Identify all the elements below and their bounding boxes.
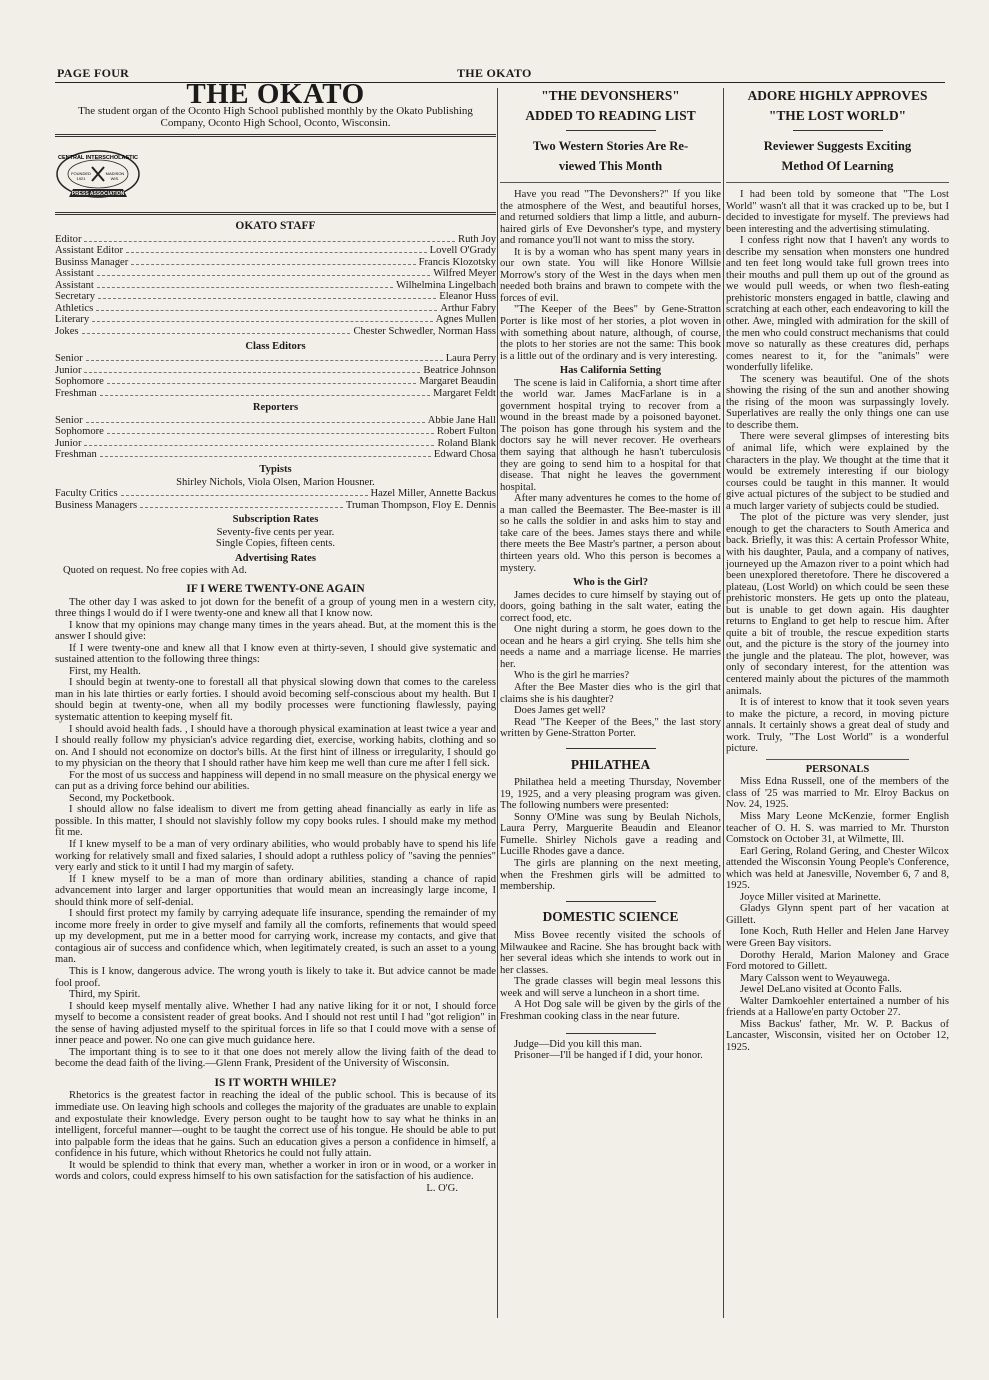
- paragraph: Ione Koch, Ruth Heller and Helen Jane Harvey were Green Bay visitors.: [726, 926, 949, 949]
- paragraph: The scene is laid in California, a short time after the world war. James MacFarlane is in a government hospital trying to recover from a wound in the breast made by a poisoned bayonet. The poison has gone through his system and the doctors say he will never recover. He overhears them saying that although he hasn't tuberculosis they are going to send him to a hospital for that disease. That night he leaves the government hospital.: [500, 377, 721, 493]
- staff-row: [55, 426, 496, 438]
- staff-row: [55, 280, 496, 292]
- lost-world-body: [726, 189, 949, 755]
- leader-dots: [86, 359, 443, 361]
- staff-row: [55, 488, 496, 500]
- paragraph: It would be splendid to think that every man, whether a worker in iron or in wood, or a worker in words and colors, could express himself to his own satisfaction for the satisfaction of his audience.: [55, 1159, 496, 1183]
- paragraph: James decides to cure himself by staying out of doors, going bathing in the salt water, eating the correct food, etc.: [500, 589, 721, 624]
- rule: [566, 1033, 656, 1034]
- class-editors-list: [55, 353, 496, 399]
- paragraph: After many adventures he comes to the home of a man called the Beemaster. The Bee-master is ill so he calls the soldier in and asks him to stay and take care of the bees. James stays there and while there meets the Bee Mastr's partner, a person about thirteen years old. Who this person is becomes a mystery.: [500, 493, 721, 574]
- devonshers-subhead-1: Two Western Stories Are Re-: [532, 139, 689, 153]
- leader-dots: [107, 382, 417, 384]
- paragraph: A Hot Dog sale will be given by the girls of the Freshman cooking class in the near future.: [500, 999, 721, 1022]
- advertising-title: Advertising Rates: [235, 552, 316, 564]
- article-body-worth-while: [55, 1090, 496, 1182]
- rule: [566, 748, 656, 749]
- paragraph: The girls are planning on the next meeting, when the Freshmen girls will be admitted to membership.: [500, 858, 721, 893]
- staff-row: [55, 353, 496, 365]
- staff-role: Assistant: [55, 268, 94, 280]
- staff-row: [55, 388, 496, 400]
- page-number-label: PAGE FOUR: [57, 66, 130, 80]
- paragraph: This is I know, dangerous advice. The wrong youth is likely to take it. But advice cannot be made fool proof.: [55, 966, 496, 989]
- joke-line-2: Prisoner—I'll be hanged if I did, your honor.: [514, 1050, 703, 1062]
- paragraph: Second, my Pocketbook.: [69, 792, 175, 804]
- rule: [55, 134, 496, 137]
- article-body-twenty-one: [55, 597, 496, 1070]
- staff-name: Roland Blank: [437, 437, 496, 449]
- logo-arc-text: CENTRAL INTERSCHOLASTIC: [58, 154, 138, 161]
- column-divider-2: [723, 88, 724, 1318]
- column-3: [726, 86, 949, 1053]
- logo-founded: FOUNDED: [71, 170, 91, 176]
- leader-dots: [86, 421, 425, 423]
- staff-role: Senior: [55, 353, 83, 365]
- paragraph: I know that my opinions may change many times in the years ahead. But, at the moment this is the answer I should give:: [55, 619, 496, 643]
- paragraph: First, my Health.: [69, 665, 141, 677]
- staff-name: Francis Klozotsky: [418, 256, 496, 268]
- paragraph: Philathea held a meeting Thursday, November 19, 1925, and a very pleasing program was given. The following numbers were presented:: [500, 777, 721, 812]
- paragraph: After the Bee Master dies who is the girl that claims she is his daughter?: [500, 681, 721, 705]
- paragraph: Rhetorics is the greatest factor in reaching the ideal of the public school. This is because of its immediate use. On leaving high schools and colleges the majority of the graduates are unable to explain and expostulate their knowledge. Every person ought to be taught how to say what he thinks in an intelligent, forceful manner—ought to be taught the correct use of his tongue. He should be able to put into palpable form the ideas that he gains. Such an education gives a person a confidence in himself, a confidence in his future, which without Rhetorics he could not fully attain.: [55, 1090, 496, 1160]
- staff-name: Abbie Jane Hall: [427, 414, 496, 426]
- article-title-twenty-one: IF I WERE TWENTY-ONE AGAIN: [186, 582, 365, 595]
- leader-dots: [97, 274, 430, 276]
- staff-row: [55, 500, 496, 512]
- paragraph: It is by a woman who has spent many years in our own state. You will like Honore Willsie Morrow's story of the West in the days when men needed both brains and brawn to compete with the forces of evil.: [500, 246, 721, 304]
- paragraph: Joyce Miller visited at Marinette.: [740, 891, 881, 903]
- paragraph: Miss Backus' father, Mr. W. P. Backus of Lancaster, Wisconsin, visited her on October 12, 1925.: [726, 1018, 949, 1053]
- paragraph: Read "The Keeper of the Bees," the last story written by Gene-Stratton Porter.: [500, 716, 721, 740]
- paragraph: "The Keeper of the Bees" by Gene-Stratton Porter is like most of her stories, a plot woven in with something about nature, although, of course, the plots to her stories are not the same: This book is a little out of the ordinary and is very interesting.: [500, 304, 721, 362]
- staff-list: [55, 234, 496, 338]
- staff-row: [55, 268, 496, 280]
- staff-role: Freshman: [55, 449, 97, 461]
- staff-role: Junior: [55, 364, 82, 376]
- article-signature: L. O'G.: [426, 1182, 458, 1194]
- staff-role: Junior: [55, 437, 82, 449]
- paragraph: Jewel DeLano visited at Oconto Falls.: [740, 984, 902, 996]
- staff-role: Secretary: [55, 291, 95, 303]
- philathea-title: PHILATHEA: [570, 756, 651, 772]
- paragraph: I should first protect my family by carrying adequate life insurance, spending the remainder of my income more freely in order to give myself and family all the comforts, refinements that would speed up my development, put me in a better mood for carrying work, increase my contacts, and give that contagious air of success and confidence which, when legitimately created, is such an asset to a young man.: [55, 908, 496, 966]
- paragraph: I should allow no false idealism to divert me from getting ahead financially as early in life as possible. In this matter, I should not slavishly follow my copy books rules. I should make my method fit me.: [55, 804, 496, 839]
- staff-name: Lovell O'Grady: [429, 245, 496, 257]
- paragraph: Gladys Glynn spent part of her vacation at Gillett.: [726, 903, 949, 926]
- staff-row: [55, 326, 496, 338]
- paragraph: The other day I was asked to jot down for the benefit of a group of young men in a western city, three things I would do if I were twenty-one and knew all that I know now.: [55, 596, 496, 620]
- paragraph: If I were twenty-one and knew all that I know even at thirty-seven, I should give systematic and sustained attention to the following three things:: [55, 642, 496, 666]
- paragraph: Earl Gering, Roland Gering, and Chester Wilcox attended the Wisconsin Young People's Conference, which was held at Janesville, November 6, 7 and 8, 1925.: [726, 845, 949, 892]
- logo-wis: WIS.: [110, 175, 120, 181]
- staff-role: Athletics: [55, 302, 94, 314]
- staff-row: [55, 365, 496, 377]
- rule: [500, 182, 721, 183]
- rule: [766, 759, 909, 760]
- paragraph: Walter Damkoehler entertained a number of his friends at a Hallowe'en party October 27.: [726, 995, 949, 1019]
- leader-dots: [121, 494, 368, 496]
- paragraph: Sonny O'Mine was sung by Beulah Nichols, Laura Perry, Marguerite Beaudin and Eleanor Fumelle. Shirley Nichols gave a reading and Lucille Rhodes gave a dance.: [500, 811, 721, 858]
- staff-name: Wilhelmina Lingelbach: [396, 279, 496, 291]
- subscription-title: Subscription Rates: [232, 514, 319, 526]
- paragraph: For the most of us success and happiness will depend in no small measure on the physical energy we can put as a driving force behind our abilities.: [55, 769, 496, 793]
- column-2: [500, 86, 721, 1062]
- staff-role: Freshman: [55, 387, 97, 399]
- leader-dots: [98, 297, 436, 299]
- staff-role: Assistant: [55, 279, 94, 291]
- typists-names: Shirley Nichols, Viola Olsen, Marion Housner.: [176, 476, 375, 488]
- domestic-science-title: DOMESTIC SCIENCE: [542, 908, 679, 924]
- paragraph: Third, my Spirit.: [69, 989, 141, 1001]
- staff-name: Laura Perry: [445, 353, 496, 365]
- staff-name: Eleanor Huss: [439, 291, 496, 303]
- leader-dots: [84, 240, 455, 242]
- subscription-rate-1: Seventy-five cents per year.: [216, 526, 335, 538]
- paragraph: There were several glimpses of interesting bits of animal life, which were explained by the characters in the play. We thought at the time that it would be extremely interesting if our biology courses could be taught in this manner. It would give actual pictures of the subject to be studied and a much larger variety of subjects could be studied.: [726, 431, 949, 512]
- staff-name: Agnes Mullen: [435, 314, 496, 326]
- masthead-description: The student organ of the Oconto High School published monthly by the Okato Publishing Company, Oconto High School, Oconto, Wisconsin.: [78, 104, 473, 130]
- leader-dots: [131, 263, 415, 265]
- paragraph: Does James get well?: [514, 705, 606, 717]
- rule: [793, 130, 883, 131]
- staff-row: [55, 449, 496, 461]
- staff-name: Robert Fulton: [436, 426, 496, 438]
- masthead-title: THE OKATO: [186, 78, 365, 110]
- staff-row: [55, 291, 496, 303]
- lost-world-subhead-2: Method Of Learning: [781, 158, 894, 173]
- leader-dots: [140, 506, 343, 508]
- leader-dots: [100, 455, 431, 457]
- staff-name: Truman Thompson, Floy E. Dennis: [345, 499, 496, 511]
- staff-name: Chester Schwedler, Norman Hass: [353, 326, 496, 338]
- staff-role: Sophomore: [55, 376, 104, 388]
- staff-name: Arthur Fabry: [440, 302, 496, 314]
- staff-row: [55, 257, 496, 269]
- leader-dots: [100, 394, 430, 396]
- leader-dots: [107, 432, 434, 434]
- rule: [726, 182, 949, 183]
- california-subhead: Has California Setting: [559, 365, 662, 377]
- staff-row: [55, 415, 496, 427]
- staff-role: Sophomore: [55, 426, 104, 438]
- staff-name: Beatrice Johnson: [423, 364, 496, 376]
- lost-world-headline-1: ADORE HIGHLY APPROVES: [747, 88, 928, 103]
- rule: [55, 212, 496, 215]
- advertising-rates: Quoted on request. No free copies with Ad.: [63, 565, 247, 577]
- staff-name: Wilfred Meyer: [433, 268, 496, 280]
- logo-year: 1921: [76, 175, 86, 181]
- paragraph: I should keep myself mentally alive. Whether I had any native liking for it or not, I should force myself to become a consistent reader of great books. And I should not rest until I had "got religion" in the sense of having adjusted myself to the spiritual forces in life so that I could move with a sense of inner peace and power. No one can give much guidance here.: [55, 1000, 496, 1047]
- staff-name: Hazel Miller, Annette Backus: [370, 488, 496, 500]
- staff-role: Faculty Critics: [55, 488, 118, 500]
- paragraph: I should begin at twenty-one to forestall all that physical slowing down that comes to the careless man in his late thirties or early forties. I should avoid becoming self-conscious about my health. But I should begin at twenty-one, when all my bodily processes were functioning flawlessly, paying systematic attention to keeping myself fit.: [55, 677, 496, 723]
- paragraph: It is of interest to know that it took seven years to make the picture, a record, in moving picture annals. It certainly shows a great deal of study and work. Truly, "The Lost World" is a wonderful picture.: [726, 697, 949, 755]
- subscription-rate-2: Single Copies, fifteen cents.: [215, 538, 336, 550]
- girl-subhead: Who is the Girl?: [572, 577, 649, 589]
- paragraph: The scenery was beautiful. One of the shots showing the rising of the sun and another showing the rising of the moon was surpassingly lovely. Superlatives are really the only things one can use to describe them.: [726, 373, 949, 431]
- rule: [566, 901, 656, 902]
- column-1: [55, 78, 496, 1194]
- leader-dots: [84, 371, 420, 373]
- staff-role: Assistant Editor: [55, 245, 123, 257]
- staff-row: [55, 303, 496, 315]
- devonshers-subhead-2: viewed This Month: [558, 158, 663, 173]
- leader-dots: [82, 332, 351, 334]
- personals-title: PERSONALS: [805, 763, 870, 775]
- staff-row: [55, 234, 496, 246]
- paragraph: If I knew myself to be a man of more than ordinary abilities, standing a chance of rapid advancement into larger and larger opportunities that would mean an increasingly large income, I should think more of self-denial.: [55, 873, 496, 908]
- devonshers-headline-2: ADDED TO READING LIST: [525, 107, 696, 123]
- paragraph: Miss Edna Russell, one of the members of the class of '25 was married to Mr. Elroy Backus on Nov. 24, 1925.: [726, 776, 949, 811]
- paragraph: The plot of the picture was very slender, just enough to get the characters to South America and back. Briefly, it was this: A certain Professor White, with his daughter, Paula, and a company of natives, journeyed up the Amazon river to a point which had been unexplored theretofore. There he discovered a plateau, (Lost World) on which could be seen these prehistoric monsters. He gets up onto the plateau, but is unable to get down again. His daughter returns to England to get help to rescue him. After quite a bit of trouble, the rescue expedition starts out, and the picture is the story of the journey into the jungle and the plateau. The plot, however, was only of secondary interest, for the attention was centered mainly about the pictures of the mammoth animals.: [726, 512, 949, 697]
- staff-role: Businss Manager: [55, 256, 129, 268]
- reporters-list: [55, 415, 496, 461]
- running-title: THE OKATO: [457, 66, 532, 80]
- staff-role: Jokes: [55, 326, 79, 338]
- paragraph: Have you read "The Devonshers?" If you like the atmosphere of the West, and beautiful horses, and returned soldiers that limp a little, and auburn-haired girls of Eve Devonsher's type, and mystery and romance you'll not want to miss the story.: [500, 189, 721, 247]
- leader-dots: [84, 444, 434, 446]
- paragraph: If I knew myself to be a man of very ordinary abilities, who would probably have to spend his life working for relatively small and fixed salaries, I should adopt a ruthless policy of "saving the pennies" very early and stick to it until I had my margin of safety.: [55, 838, 496, 874]
- staff-name: Margaret Feldt: [432, 387, 496, 399]
- staff-role: Editor: [55, 233, 82, 245]
- press-association-logo: [55, 149, 141, 199]
- devonshers-body: [500, 189, 721, 362]
- staff-role: Business Managers: [55, 499, 138, 511]
- domestic-science-body: [500, 930, 721, 1022]
- staff-row: [55, 376, 496, 388]
- article-title-worth-while: IS IT WORTH WHILE?: [214, 1076, 337, 1089]
- staff-name: Margaret Beaudin: [419, 376, 496, 388]
- class-editors-title: Class Editors: [245, 340, 306, 352]
- staff-row: [55, 314, 496, 326]
- california-body: [500, 378, 721, 574]
- paragraph: Miss Bovee recently visited the schools of Milwaukee and Racine. She has brought back with her several ideas which she intends to work out in her classes.: [500, 930, 721, 976]
- leader-dots: [92, 320, 433, 322]
- logo-madison: MADISON: [105, 170, 125, 176]
- paragraph: One night during a storm, he goes down to the ocean and he hears a girl crying. She tells him she needs a name and a marriage license. He marries her.: [500, 624, 721, 670]
- leader-dots: [97, 286, 393, 288]
- paragraph: Dorothy Herald, Marion Maloney and Grace Ford motored to Gillett.: [726, 949, 949, 973]
- typists-title: Typists: [259, 464, 292, 476]
- leader-dots: [126, 251, 427, 253]
- girl-body: [500, 590, 721, 740]
- leader-dots: [96, 309, 437, 311]
- staff-row: [55, 245, 496, 257]
- paragraph: I confess right now that I haven't any words to describe my sensation when monsters one hundred and ten feet long would take full grown trees into their mouths and pull them up out of the ground as we would pull weeds, or when two flesh-eating prehistoric monsters engaged in battle, clawing and scratching at each other, each endeavoring to kill the other. Awe, mingled with admiration for the skill of the men who could construct mechanisms that could move so naturally as these creatures did, perhaps comes nearest to it, for the "animals" were wonderfully lifelike.: [726, 235, 949, 374]
- paragraph: The grade classes will begin meal lessons this week and will serve a luncheon in a short time.: [500, 976, 721, 999]
- philathea-body: [500, 777, 721, 892]
- reporters-title: Reporters: [252, 402, 299, 414]
- critics-list: [55, 488, 496, 511]
- column-divider-1: [497, 88, 498, 1318]
- paragraph: I should avoid health fads. , I should have a thorough physical examination at least twice a year and I should really follow my physician's advice regarding diet, exercise, working habits, clothing and so on. And I should not economize on doctor's bills. At the first hint of illness or irregularity, I should go to my physician on the theory that I should rather have him keep me well than cure me after I fell sick.: [55, 723, 496, 770]
- personals-body: [726, 776, 949, 1053]
- staff-name: Edward Chosa: [433, 449, 496, 461]
- rule: [566, 130, 656, 131]
- paragraph: I had been told by someone that "The Lost World" wasn't all that it was cracked up to be, but I decided to investigate for myself. The previews had been interesting and the advertising stimulating.: [726, 189, 949, 235]
- paragraph: Miss Mary Leone McKenzie, former English teacher of O. H. S. was married to Mr. Thurston Comstock on October 31, at Wilmette, Ill.: [726, 810, 949, 846]
- lost-world-subhead-1: Reviewer Suggests Exciting: [763, 139, 912, 153]
- paragraph: The important thing is to see to it that one does not merely allow the living faith of the dead to become the dead faith of the living.—Glenn Frank, President of the University of Wisconsin.: [55, 1046, 496, 1070]
- logo-press-text: PRESS ASSOCIATION: [71, 190, 125, 197]
- paragraph: Mary Calsson went to Weyauwega.: [740, 972, 890, 984]
- staff-row: [55, 438, 496, 450]
- paragraph: Who is the girl he marries?: [514, 670, 630, 682]
- staff-role: Senior: [55, 414, 83, 426]
- devonshers-headline-1: "THE DEVONSHERS": [541, 88, 680, 103]
- staff-title: OKATO STAFF: [235, 220, 316, 233]
- joke-line-1: Judge—Did you kill this man.: [514, 1038, 643, 1050]
- staff-name: Ruth Joy: [458, 233, 496, 245]
- lost-world-headline-2: "THE LOST WORLD": [768, 107, 907, 123]
- staff-role: Literary: [55, 314, 90, 326]
